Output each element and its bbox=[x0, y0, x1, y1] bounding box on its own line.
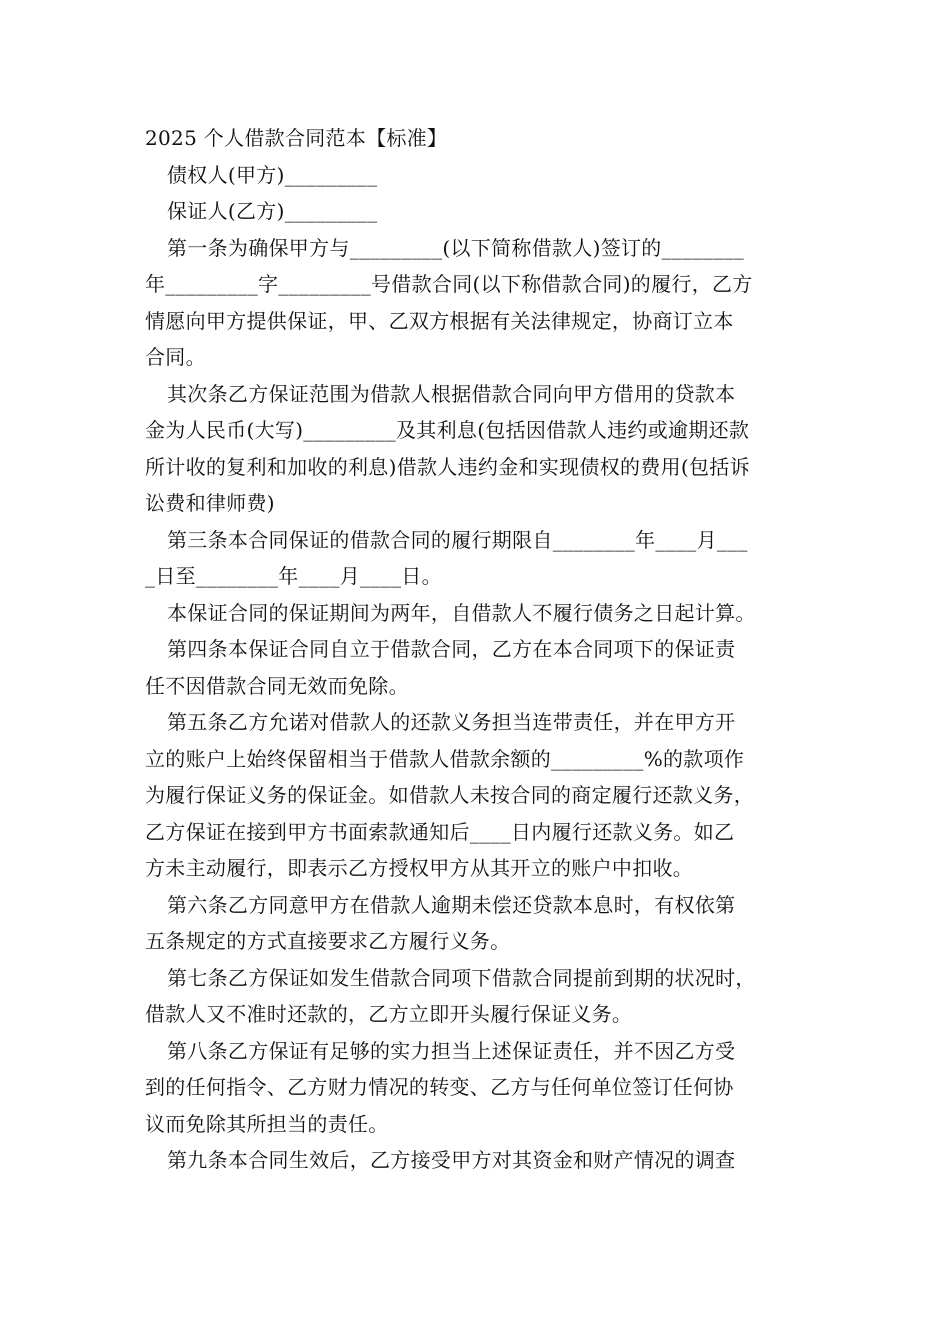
article-3-line-1: 第三条本合同保证的借款合同的履行期限自________年____月___ bbox=[167, 527, 748, 552]
article-7-line-1: 第七条乙方保证如发生借款合同项下借款合同提前到期的状况时， bbox=[167, 965, 756, 990]
article-1-line-3: 情愿向甲方提供保证，甲、乙双方根据有关法律规定，协商订立本 bbox=[145, 308, 734, 333]
article-8-line-1: 第八条乙方保证有足够的实力担当上述保证责任，并不因乙方受 bbox=[167, 1038, 736, 1063]
article-7-line-2: 借款人又不准时还款的，乙方立即开头履行保证义务。 bbox=[145, 1002, 633, 1026]
article-2-line-2: 金为人民币(大写)_________及其利息(包括因借款人违约或逾期还款 bbox=[145, 418, 750, 442]
article-2-line-1: 其次条乙方保证范围为借款人根据借款合同向甲方借用的贷款本 bbox=[167, 381, 736, 406]
article-8-line-3: 议而免除其所担当的责任。 bbox=[145, 1111, 389, 1136]
article-2-line-4: 讼费和律师费) bbox=[145, 491, 275, 515]
article-2-line-3: 所计收的复利和加收的利息)借款人违约金和实现债权的费用(包括诉 bbox=[145, 454, 750, 479]
article-9-line-1: 第九条本合同生效后，乙方接受甲方对其资金和财产情况的调查 bbox=[167, 1148, 736, 1172]
article-6-line-2: 五条规定的方式直接要求乙方履行义务。 bbox=[145, 929, 511, 953]
article-5-line-1: 第五条乙方允诺对借款人的还款义务担当连带责任，并在甲方开 bbox=[167, 710, 736, 734]
article-5-line-2: 立的账户上始终保留相当于借款人借款余额的_________%的款项作 bbox=[145, 746, 745, 771]
guarantor-line: 保证人(乙方)_________ bbox=[167, 199, 378, 223]
article-6-line-1: 第六条乙方同意甲方在借款人逾期未偿还贷款本息时，有权依第 bbox=[167, 892, 736, 917]
guarantee-period-line: 本保证合同的保证期间为两年，自借款人不履行债务之日起计算。 bbox=[167, 600, 756, 625]
creditor-line: 债权人(甲方)_________ bbox=[167, 162, 378, 187]
article-4-line-2: 任不因借款合同无效而免除。 bbox=[145, 673, 409, 698]
document-title: 2025 个人借款合同范本【标准】 bbox=[145, 126, 448, 150]
article-5-line-3: 为履行保证义务的保证金。如借款人未按合同的商定履行还款义务， bbox=[145, 783, 754, 807]
article-8-line-2: 到的任何指令、乙方财力情况的转变、乙方与任何单位签订任何协 bbox=[145, 1075, 734, 1099]
article-5-line-4: 乙方保证在接到甲方书面索款通知后____日内履行还款义务。如乙 bbox=[145, 819, 735, 844]
article-4-line-1: 第四条本保证合同自立于借款合同，乙方在本合同项下的保证责 bbox=[167, 637, 736, 661]
article-5-line-5: 方未主动履行，即表示乙方授权甲方从其开立的账户中扣收。 bbox=[145, 856, 694, 880]
article-1-line-2: 年_________字_________号借款合同(以下称借款合同)的履行，乙方 bbox=[145, 272, 753, 296]
article-1-line-1: 第一条为确保甲方与_________(以下简称借款人)签订的________ bbox=[167, 235, 745, 260]
article-3-line-2: _日至________年____月____日。 bbox=[145, 564, 442, 588]
article-1-line-4: 合同。 bbox=[145, 345, 206, 369]
document-body bbox=[145, 120, 805, 1179]
